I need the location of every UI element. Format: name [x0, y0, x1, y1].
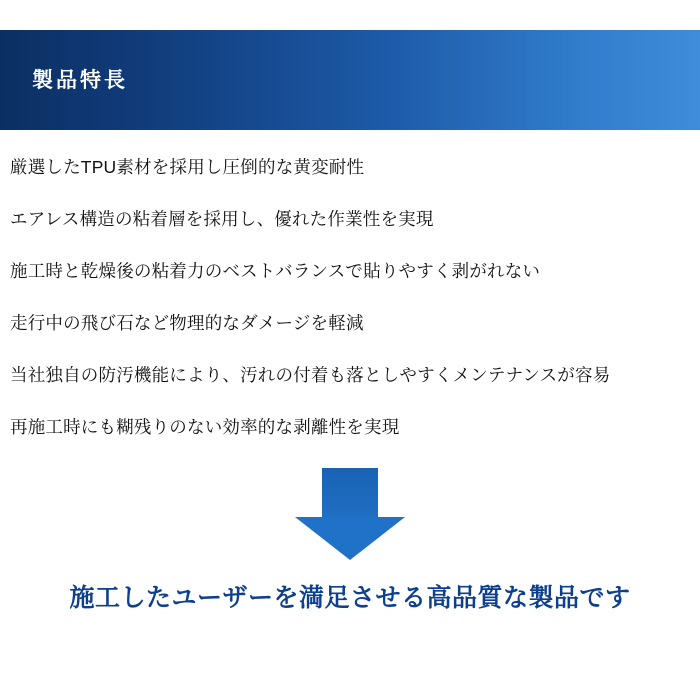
arrow-stem	[322, 468, 378, 518]
feature-list	[0, 140, 700, 452]
footer-headline-container	[0, 578, 700, 614]
list-item: 走行中の飛び石など物理的なダメージを軽減	[10, 312, 364, 333]
arrow-head	[295, 517, 405, 560]
arrow-down-icon	[295, 468, 405, 560]
list-item: 当社独自の防汚機能により、汚れの付着も落としやすくメンテナンスが容易	[10, 364, 611, 385]
arrow-container	[0, 468, 700, 560]
list-item: 施工時と乾燥後の粘着力のベストバランスで貼りやすく剥がれない	[10, 260, 541, 281]
list-item: 再施工時にも糊残りのない効率的な剥離性を実現	[10, 416, 400, 437]
header-band	[0, 30, 700, 130]
list-item: エアレス構造の粘着層を採用し、優れた作業性を実現	[10, 208, 434, 229]
page-title: 製品特長	[32, 68, 128, 92]
footer-headline: 施工したユーザーを満足させる高品質な製品です	[69, 584, 631, 612]
list-item: 厳選したTPU素材を採用し圧倒的な黄変耐性	[10, 156, 365, 177]
